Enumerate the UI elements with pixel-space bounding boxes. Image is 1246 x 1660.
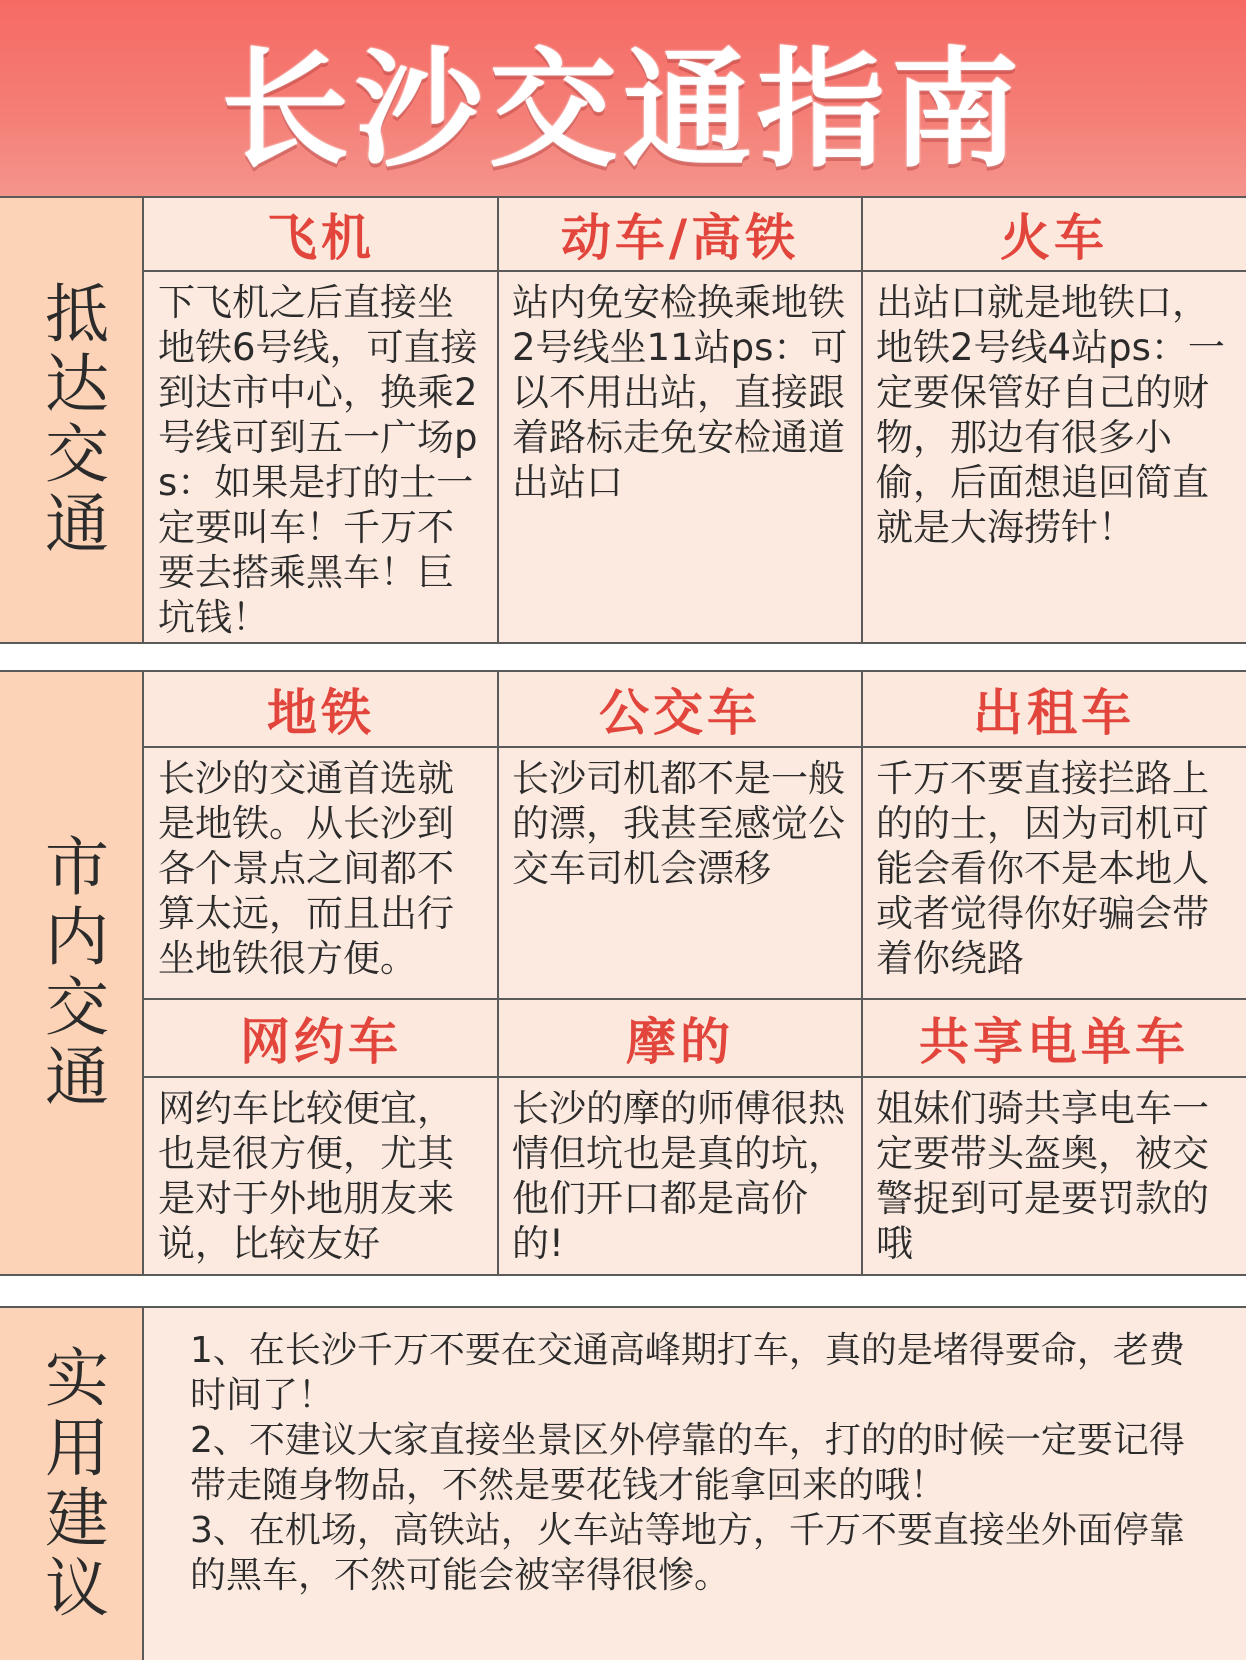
city-text-taxi: 千万不要直接拦路上的的士，因为司机可能会看你不是本地人或者觉得你好骗会带着你绕路 [876,757,1209,980]
tip-item-2: 2、不建议大家直接坐景区外停靠的车，打的的时候一定要记得带走随身物品，不然是要花钱才能拿回来的哦！ [190,1420,1185,1506]
arrival-text-plane: 下飞机之后直接坐地铁6号线，可直接到达市中心，换乘2号线可到五一广场ps：如果是打的士一定要叫车！千万不要去搭乘黑车！巨坑钱！ [158,281,478,639]
arrival-head-train: 火车 [862,198,1246,272]
section-tips-label: 实用建议 [34,1344,108,1624]
city-head-bus: 公交车 [498,672,862,748]
city-text-metro: 长沙的交通首选就是地铁。从长沙到各个景点之间都不算太远，而且出行坐地铁很方便。 [158,757,454,980]
city-head-ebike: 共享电单车 [862,1000,1246,1078]
city-head-ridehailing: 网约车 [144,1000,498,1078]
section-tips-label-box [0,1308,144,1660]
city-text-motortaxi: 长沙的摩的师傅很热情但坑也是真的坑，他们开口都是高价的! [512,1087,845,1265]
arrival-text-highspeed: 站内免安检换乘地铁2号线坐11站ps：可以不用出站，直接跟着路标走免安检通道出站口 [512,281,848,504]
tips-box [144,1308,1246,1660]
arrival-text-train: 出站口就是地铁口，地铁2号线4站ps：一定要保管好自己的财物，那边有很多小偷，后面想追回简直就是大海捞针！ [876,281,1225,549]
section-arrival [0,196,1246,644]
page-title: 长沙交通指南 [220,36,1025,185]
city-text-ridehailing: 网约车比较便宜，也是很方便，尤其是对于外地朋友来说，比较友好 [158,1087,454,1265]
city-text-bus: 长沙司机都不是一般的漂，我甚至感觉公交车司机会漂移 [512,757,845,890]
arrival-head-plane: 飞机 [144,198,498,272]
divider [861,198,863,642]
tip-item-3: 3、在机场，高铁站，火车站等地方，千万不要直接坐外面停靠的黑车，不然可能会被宰得很惨。 [190,1510,1185,1596]
section-city-label-box [0,672,144,1274]
tips-list [190,1328,1206,1598]
city-text-ebike: 姐妹们骑共享电车一定要带头盔奥，被交警捉到可是要罚款的哦 [876,1087,1209,1265]
city-head-taxi: 出租车 [862,672,1246,748]
divider [497,198,499,642]
arrival-head-highspeed: 动车/高铁 [498,198,862,272]
divider [497,672,499,1274]
section-city [0,670,1246,1276]
tip-item-1: 1、在长沙千万不要在交通高峰期打车，真的是堵得要命，老费时间了！ [190,1330,1185,1416]
section-arrival-label-box [0,198,144,642]
title-banner [0,0,1246,198]
city-grid [144,672,1246,1274]
divider [861,672,863,1274]
section-arrival-label: 抵达交通 [34,280,108,560]
city-head-metro: 地铁 [144,672,498,748]
section-city-label: 市内交通 [34,833,108,1113]
section-tips [0,1306,1246,1660]
arrival-grid [144,198,1246,642]
city-head-motortaxi: 摩的 [498,1000,862,1078]
